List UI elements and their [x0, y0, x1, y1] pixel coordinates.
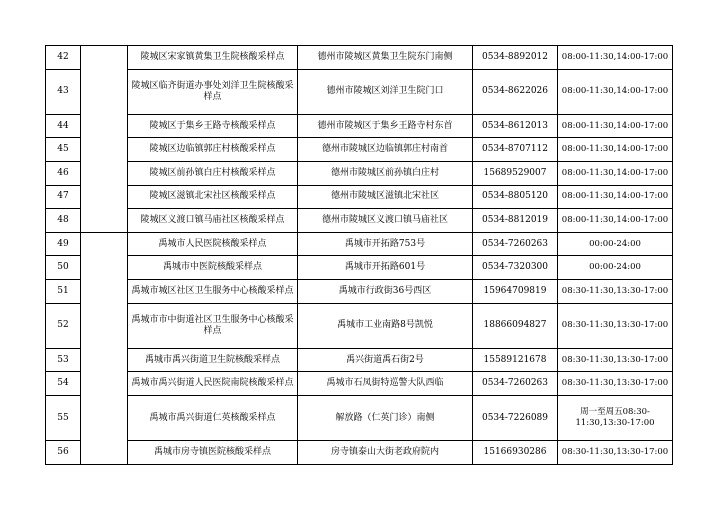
site-name-cell: 禹城市房寺镇医院核酸采样点	[128, 441, 298, 465]
hours-cell: 08:00-11:30,14:00-17:00	[558, 69, 673, 114]
row-number-cell: 49	[46, 232, 81, 256]
address-cell: 德州市陵城区于集乡王路寺村东首	[298, 114, 473, 138]
hours-cell: 08:30-11:30,13:30-17:00	[558, 348, 673, 372]
row-number-cell: 53	[46, 348, 81, 372]
region-cell	[81, 441, 128, 465]
table-row	[46, 46, 673, 70]
site-name-cell: 陵城区滋镇北宋社区核酸采样点	[128, 185, 298, 209]
phone-cell: 15964709819	[473, 279, 558, 303]
hours-cell: 08:30-11:30,13:30-17:00	[558, 372, 673, 396]
address-cell: 德州市陵城区黄集卫生院东门南侧	[298, 46, 473, 70]
table-row	[46, 348, 673, 372]
testing-sites-table	[45, 45, 673, 465]
site-name-cell: 陵城区义渡口镇马庙社区核酸采样点	[128, 209, 298, 233]
hours-cell: 00:00-24:00	[558, 232, 673, 256]
address-cell: 德州市陵城区义渡口镇马庙社区	[298, 209, 473, 233]
region-cell	[81, 209, 128, 233]
row-number-cell: 45	[46, 138, 81, 162]
hours-cell: 08:30-11:30,13:30-17:00	[558, 441, 673, 465]
phone-cell: 0534-7320300	[473, 256, 558, 280]
region-cell	[81, 46, 128, 70]
table-row	[46, 372, 673, 396]
address-cell: 禹城市开拓路753号	[298, 232, 473, 256]
hours-cell: 08:30-11:30,13:30-17:00	[558, 279, 673, 303]
site-name-cell: 陵城区前孙镇白庄村核酸采样点	[128, 162, 298, 186]
table-row	[46, 138, 673, 162]
site-name-cell: 禹城市禹兴街道人民医院南院核酸采样点	[128, 372, 298, 396]
region-cell	[81, 114, 128, 138]
address-cell: 德州市陵城区滋镇北宋社区	[298, 185, 473, 209]
row-number-cell: 56	[46, 441, 81, 465]
region-cell	[81, 279, 128, 303]
phone-cell: 0534-8892012	[473, 46, 558, 70]
row-number-cell: 44	[46, 114, 81, 138]
table-row	[46, 185, 673, 209]
region-cell	[81, 185, 128, 209]
hours-cell: 周一至周五08:30-11:30,13:30-17:00	[558, 396, 673, 441]
phone-cell: 0534-8805120	[473, 185, 558, 209]
address-cell: 德州市陵城区前孙镇白庄村	[298, 162, 473, 186]
phone-cell: 15589121678	[473, 348, 558, 372]
table-row	[46, 162, 673, 186]
row-number-cell: 43	[46, 69, 81, 114]
hours-cell: 08:00-11:30,14:00-17:00	[558, 114, 673, 138]
row-number-cell: 52	[46, 303, 81, 348]
phone-cell: 0534-8812019	[473, 209, 558, 233]
table-row	[46, 303, 673, 348]
table-row	[46, 69, 673, 114]
site-name-cell: 陵城区于集乡王路寺核酸采样点	[128, 114, 298, 138]
phone-cell: 0534-7260263	[473, 232, 558, 256]
region-cell	[81, 138, 128, 162]
hours-cell: 08:00-11:30,14:00-17:00	[558, 209, 673, 233]
region-cell	[81, 303, 128, 348]
address-cell: 禹城市开拓路601号	[298, 256, 473, 280]
region-cell	[81, 396, 128, 441]
address-cell: 解放路（仁英门诊）南侧	[298, 396, 473, 441]
phone-cell: 0534-8612013	[473, 114, 558, 138]
site-name-cell: 禹城市城区社区卫生服务中心核酸采样点	[128, 279, 298, 303]
address-cell: 禹城市石凤街特巡警大队西临	[298, 372, 473, 396]
row-number-cell: 51	[46, 279, 81, 303]
address-cell: 德州市陵城区边临镇郭庄村南首	[298, 138, 473, 162]
site-name-cell: 陵城区边临镇郭庄村核酸采样点	[128, 138, 298, 162]
phone-cell: 15689529007	[473, 162, 558, 186]
row-number-cell: 42	[46, 46, 81, 70]
region-cell	[81, 232, 128, 256]
table-row	[46, 441, 673, 465]
phone-cell: 15166930286	[473, 441, 558, 465]
phone-cell: 0534-7260263	[473, 372, 558, 396]
row-number-cell: 47	[46, 185, 81, 209]
table-row	[46, 396, 673, 441]
table-row	[46, 209, 673, 233]
row-number-cell: 54	[46, 372, 81, 396]
phone-cell: 18866094827	[473, 303, 558, 348]
site-name-cell: 禹城市市中街道社区卫生服务中心核酸采样点	[128, 303, 298, 348]
row-number-cell: 48	[46, 209, 81, 233]
row-number-cell: 46	[46, 162, 81, 186]
row-number-cell: 55	[46, 396, 81, 441]
hours-cell: 08:30-11:30,13:30-17:00	[558, 303, 673, 348]
region-cell	[81, 348, 128, 372]
table-row	[46, 256, 673, 280]
hours-cell: 08:00-11:30,14:00-17:00	[558, 46, 673, 70]
address-cell: 禹兴街道禹石街2号	[298, 348, 473, 372]
region-cell	[81, 162, 128, 186]
site-name-cell: 禹城市中医院核酸采样点	[128, 256, 298, 280]
hours-cell: 00:00-24:00	[558, 256, 673, 280]
region-cell	[81, 372, 128, 396]
table-body	[46, 46, 673, 465]
region-cell	[81, 256, 128, 280]
table-row	[46, 114, 673, 138]
region-cell	[81, 69, 128, 114]
row-number-cell: 50	[46, 256, 81, 280]
hours-cell: 08:00-11:30,14:00-17:00	[558, 162, 673, 186]
site-name-cell: 禹城市禹兴街道卫生院核酸采样点	[128, 348, 298, 372]
table-row	[46, 232, 673, 256]
address-cell: 德州市陵城区刘洋卫生院门口	[298, 69, 473, 114]
address-cell: 禹城市行政街36号西区	[298, 279, 473, 303]
phone-cell: 0534-7226089	[473, 396, 558, 441]
site-name-cell: 陵城区临齐街道办事处刘洋卫生院核酸采样点	[128, 69, 298, 114]
hours-cell: 08:00-11:30,14:00-17:00	[558, 138, 673, 162]
address-cell: 禹城市工业南路8号凯悦	[298, 303, 473, 348]
site-name-cell: 陵城区宋家镇黄集卫生院核酸采样点	[128, 46, 298, 70]
phone-cell: 0534-8707112	[473, 138, 558, 162]
table-row	[46, 279, 673, 303]
site-name-cell: 禹城市人民医院核酸采样点	[128, 232, 298, 256]
phone-cell: 0534-8622026	[473, 69, 558, 114]
site-name-cell: 禹城市禹兴街道仁英核酸采样点	[128, 396, 298, 441]
hours-cell: 08:00-11:30,14:00-17:00	[558, 185, 673, 209]
address-cell: 房寺镇泰山大街老政府院内	[298, 441, 473, 465]
